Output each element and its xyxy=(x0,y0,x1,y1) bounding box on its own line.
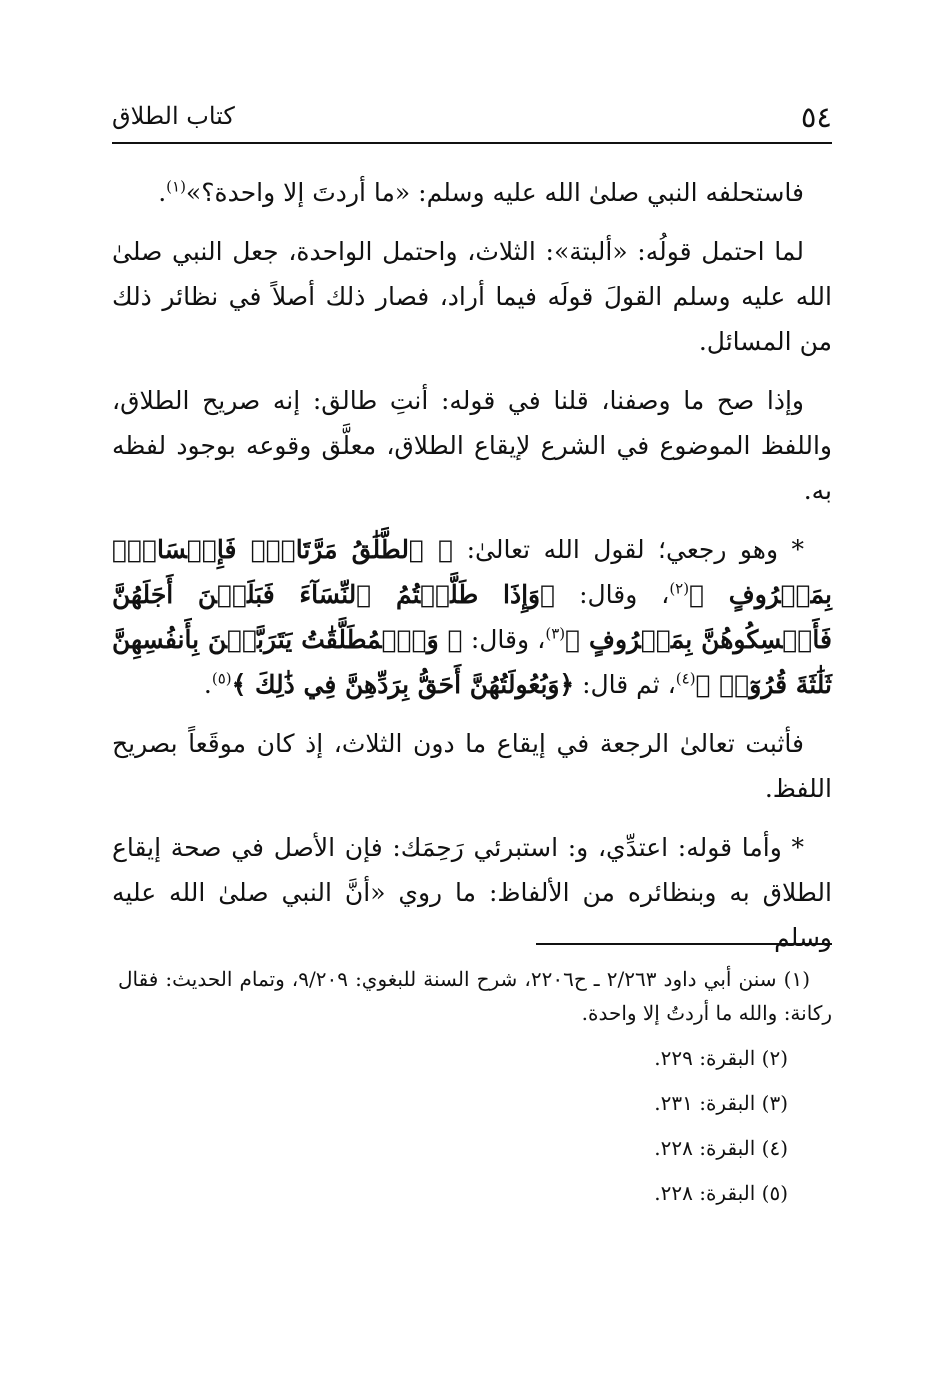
footnote-2: (٢) البقرة: ٢٢٩. xyxy=(654,1046,788,1070)
main-text xyxy=(112,170,832,974)
paragraph-4 xyxy=(112,527,832,707)
quran-verse-1: ﴿ ٱلطَّلَٰقُ مَرَّتَانِۖ فَإِمۡسَاكُۢ بِمَعۡرُوفٍ ﴾ xyxy=(112,535,832,609)
paragraph-1 xyxy=(112,170,832,215)
paragraph-4-text-d: ، ثم قال: xyxy=(574,670,676,699)
page-header xyxy=(112,92,832,144)
footnote-ref-5: (٥) xyxy=(211,669,232,688)
paragraph-2: لما احتمل قولُه: «ألبتة»: الثلاث، واحتمل الواحدة، جعل النبي صلىٰ الله عليه وسلم القولَ قولَه فيما أراد، فصار ذلك أصلاً في نظائر ذلك من المسائل. xyxy=(112,237,832,356)
footnote-ref-4: (٤) xyxy=(675,669,696,688)
paragraph-4-text-b: ، وقال: xyxy=(555,580,670,609)
footnote-3: (٣) البقرة: ٢٣١. xyxy=(654,1091,788,1115)
paragraph-4-text-c: ، وقال: xyxy=(462,625,546,654)
footnote-ref-3: (٣) xyxy=(545,624,566,643)
running-title: كتاب الطلاق xyxy=(112,102,235,130)
paragraph-6: * وأما قوله: اعتدِّي، و: استبرئي رَحِمَك: فإن الأصل في صحة إيقاع الطلاق به وبنظائره من الألفاظ: ما روي «أنَّ النبي صلىٰ الله عليه وسلم xyxy=(112,833,832,952)
quran-verse-2: ﴿وَإِذَا طَلَّقۡتُمُ ٱلنِّسَآءَ فَبَلَغۡنَ أَجَلَهُنَّ فَأَمۡسِكُوهُنَّ بِمَعۡرُوفٍ ﴾ xyxy=(112,580,832,654)
footnote-divider xyxy=(536,943,832,945)
quran-verse-4: ﴿وَبُعُولَتُهُنَّ أَحَقُّ بِرَدِّهِنَّ فِي ذَٰلِكَ ﴾ xyxy=(231,670,575,699)
page-number: ٥٤ xyxy=(800,100,832,134)
paragraph-1-text: فاستحلفه النبي صلىٰ الله عليه وسلم: «ما أردتَ إلا واحدة؟» xyxy=(185,178,804,207)
paragraph-5: فأثبت تعالىٰ الرجعة في إيقاع ما دون الثلاث، إذ كان موقَعاً بصريح اللفظ. xyxy=(112,729,832,803)
footnote-4: (٤) البقرة: ٢٢٨. xyxy=(654,1136,788,1160)
footnote-5: (٥) البقرة: ٢٢٨. xyxy=(654,1181,788,1205)
paragraph-4-end: . xyxy=(203,670,212,699)
footnote-ref-2: (٢) xyxy=(669,579,690,598)
paragraph-1-end: . xyxy=(158,178,167,207)
paragraph-3: وإذا صح ما وصفنا، قلنا في قوله: أنتِ طالق: إنه صريح الطلاق، واللفظ الموضوع في الشرع لإيقاع الطلاق، معلَّق وقوعه بوجود لفظه به. xyxy=(112,386,832,505)
footnote-1: (١) سنن أبي داود ٢/٢٦٣ ـ ح٢٢٠٦، شرح السنة للبغوي: ٩/٢٠٩، وتمام الحديث: فقال ركانة: والله ما أردتُ إلا واحدة. xyxy=(118,967,832,1025)
paragraph-4-text-a: * وهو رجعي؛ لقول الله تعالىٰ: xyxy=(453,535,804,564)
footnote-ref-1: (١) xyxy=(166,177,186,196)
footnotes xyxy=(118,962,832,1216)
quran-verse-3: ﴿ وَٱلۡمُطَلَّقَٰتُ يَتَرَبَّصۡنَ بِأَنفُسِهِنَّ ثَلَٰثَةَ قُرُوٓءٖ ﴾ xyxy=(112,625,832,699)
